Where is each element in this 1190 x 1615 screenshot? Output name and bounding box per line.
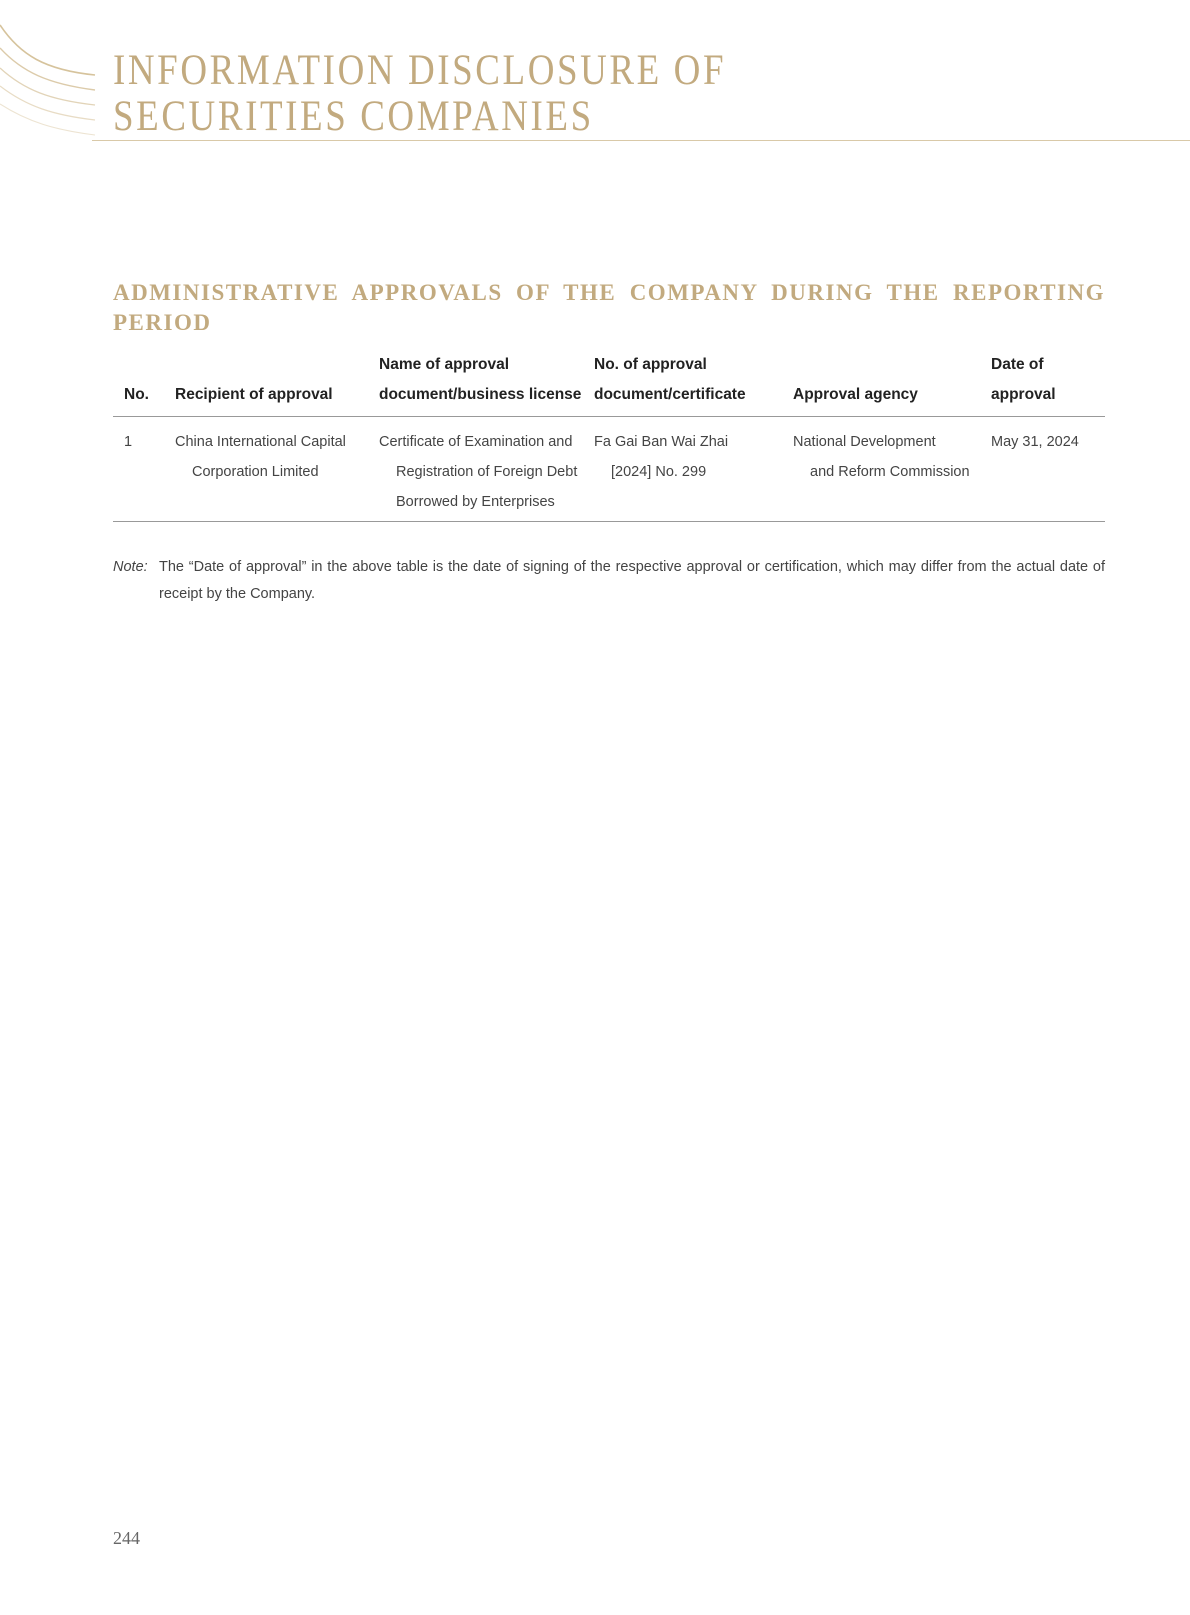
column-header-recipient: Recipient of approval: [175, 350, 379, 417]
cell-agency: National Development and Reform Commission: [793, 417, 991, 522]
column-header-agency: Approval agency: [793, 350, 991, 417]
table-row: [113, 417, 1105, 522]
cell-document-number: Fa Gai Ban Wai Zhai [2024] No. 299: [594, 417, 793, 522]
column-header-date: Date of approval: [991, 350, 1105, 417]
page-number: 244: [113, 1528, 140, 1548]
page-header-title: [113, 48, 726, 140]
cell-no: 1: [113, 417, 175, 522]
section-title: ADMINISTRATIVE APPROVALS OF THE COMPANY DURING THE REPORTING PERIOD: [113, 280, 1105, 335]
table-note: [113, 554, 1105, 608]
header-title-line-2: SECURITIES COMPANIES: [113, 93, 594, 140]
cell-date: May 31, 2024: [991, 417, 1105, 522]
header-divider: [92, 140, 1190, 141]
cell-document-name: Certificate of Examination and Registration of Foreign Debt Borrowed by Enterprises: [379, 417, 594, 522]
header-title-line-1: INFORMATION DISCLOSURE OF: [113, 47, 727, 94]
column-header-document-name: Name of approval document/business license: [379, 350, 594, 417]
column-header-document-number: No. of approval document/certificate: [594, 350, 793, 417]
column-header-no: No.: [113, 350, 175, 417]
table-header-row: [113, 350, 1105, 417]
note-label: Note:: [113, 559, 148, 575]
cell-recipient: China International Capital Corporation Limited: [175, 417, 379, 522]
corner-wave-decoration: [0, 20, 100, 145]
approvals-table: [113, 350, 1105, 522]
note-text: The “Date of approval” in the above table is the date of signing of the respective approval or certification, which may differ from the actual date of receipt by the Company.: [159, 559, 1105, 602]
